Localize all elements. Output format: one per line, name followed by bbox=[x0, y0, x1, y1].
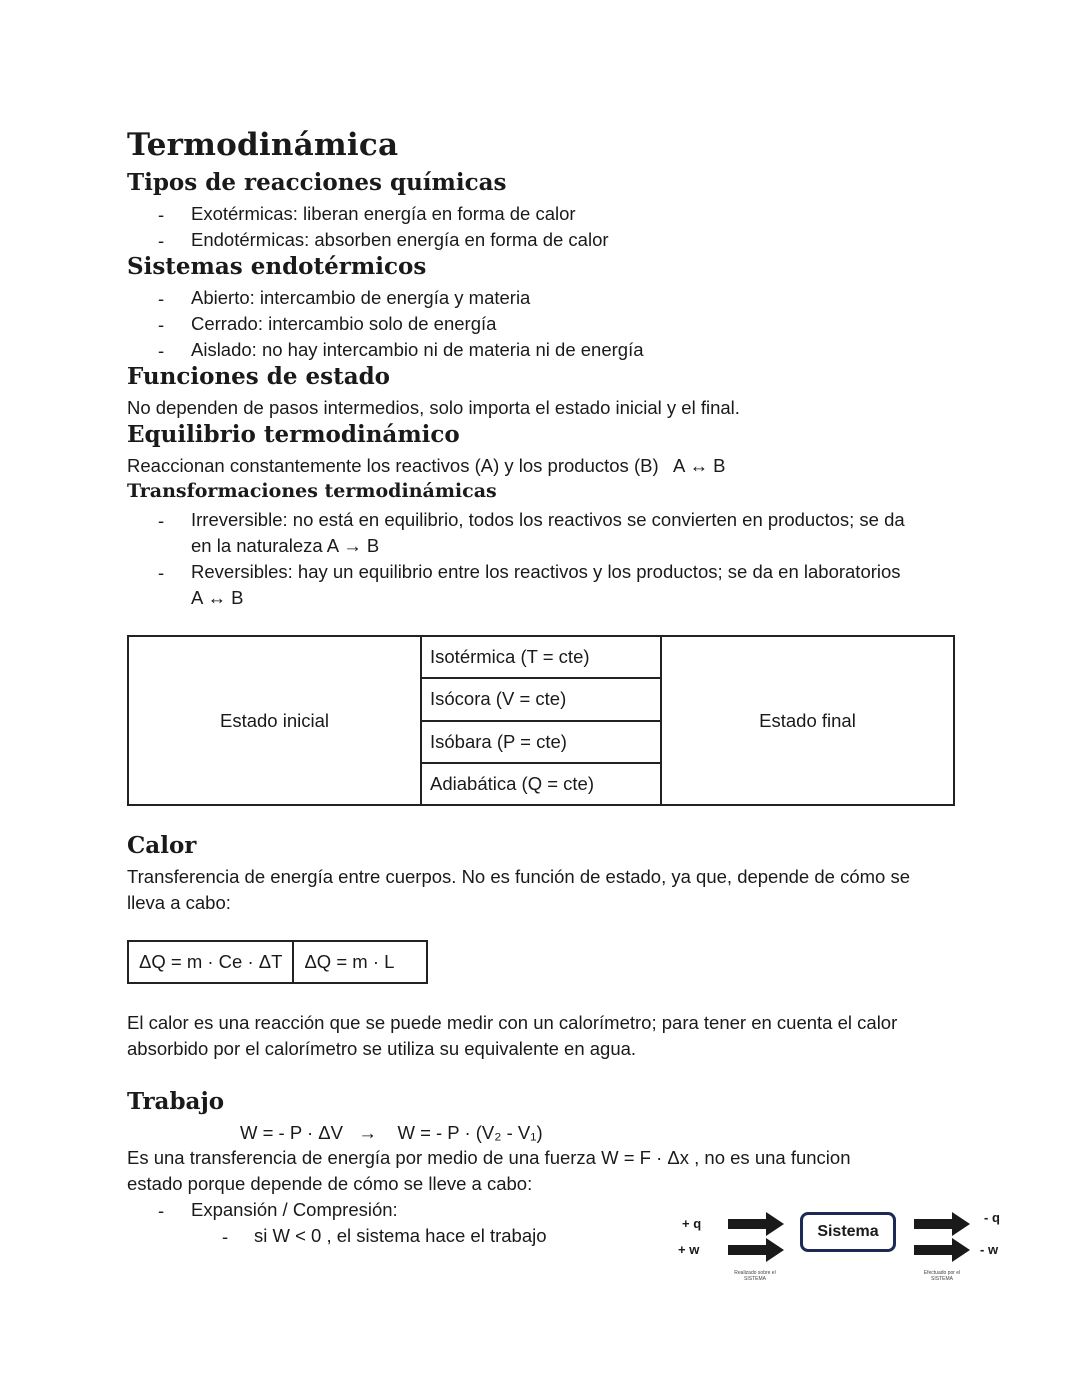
cell-isocora: Isócora (V = cte) bbox=[421, 678, 661, 720]
work-formula: W = - P · ΔV → W = - P · (V₂ - V₁) bbox=[240, 1122, 543, 1143]
list-item: Cerrado: intercambio solo de energía bbox=[191, 313, 497, 334]
paragraph: No dependen de pasos intermedios, solo importa el estado inicial y el final. bbox=[127, 397, 740, 418]
heading-calor: Calor bbox=[127, 832, 197, 859]
label-minus-q: - q bbox=[984, 1210, 1000, 1225]
caption-right-line1: Efectuado por el bbox=[923, 1270, 961, 1276]
heading-tipos: Tipos de reacciones químicas bbox=[127, 169, 507, 196]
list-item-continuation: en la naturaleza A → B bbox=[191, 535, 380, 556]
list-item: Reversibles: hay un equilibrio entre los reactivos y los productos; se da en laboratorios bbox=[191, 561, 901, 582]
paragraph: estado porque depende de cómo se lleve a cabo: bbox=[127, 1173, 533, 1194]
heading-equilibrio: Equilibrio termodinámico bbox=[127, 421, 460, 448]
heading-funciones: Funciones de estado bbox=[127, 363, 391, 390]
label-plus-w: + w bbox=[678, 1242, 700, 1257]
cell-estado-inicial: Estado inicial bbox=[128, 636, 421, 805]
heading-trabajo: Trabajo bbox=[127, 1088, 225, 1115]
bullet-dash: - bbox=[158, 314, 165, 335]
double-arrow-icon bbox=[914, 1212, 972, 1264]
bullet-dash: - bbox=[158, 340, 165, 361]
caption-right bbox=[912, 1270, 972, 1282]
cell-estado-final: Estado final bbox=[661, 636, 954, 805]
heading-sistemas: Sistemas endotérmicos bbox=[127, 253, 427, 280]
list-item: Exotérmicas: liberan energía en forma de calor bbox=[191, 203, 576, 224]
cell-adiabatica: Adiabática (Q = cte) bbox=[421, 763, 661, 805]
list-item: Endotérmicas: absorben energía en forma de calor bbox=[191, 229, 609, 250]
bullet-dash: - bbox=[222, 1226, 229, 1247]
double-arrow-icon bbox=[728, 1212, 786, 1264]
paragraph: El calor es una reacción que se puede medir con un calorímetro; para tener en cuenta el calor bbox=[127, 1012, 898, 1033]
list-item: Irreversible: no está en equilibrio, todos los reactivos se convierten en productos; se da bbox=[191, 509, 905, 530]
list-item: Expansión / Compresión: bbox=[191, 1199, 398, 1220]
paragraph: Transferencia de energía entre cuerpos. No es función de estado, ya que, depende de cómo se bbox=[127, 866, 910, 887]
bullet-dash: - bbox=[158, 204, 165, 225]
transformations-table bbox=[127, 635, 955, 806]
list-subitem: si W < 0 , el sistema hace el trabajo bbox=[254, 1225, 547, 1246]
heading-transformaciones: Transformaciones termodinámicas bbox=[127, 480, 497, 502]
page-title: Termodinámica bbox=[127, 127, 399, 163]
bullet-dash: - bbox=[158, 562, 165, 583]
formula-heat-specific: ΔQ = m · Ce · ΔT bbox=[128, 941, 293, 983]
paragraph: Es una transferencia de energía por medio de una fuerza W = F · Δx , no es una funcion bbox=[127, 1147, 851, 1168]
paragraph: lleva a cabo: bbox=[127, 892, 231, 913]
sistema-box: Sistema bbox=[800, 1212, 896, 1252]
caption-right-line2: SISTEMA bbox=[931, 1276, 953, 1282]
caption-left-line1: Realizado sobre el bbox=[734, 1270, 776, 1276]
caption-left bbox=[725, 1270, 785, 1282]
caption-left-line2: SISTEMA bbox=[744, 1276, 766, 1282]
bullet-dash: - bbox=[158, 230, 165, 251]
list-item-continuation: A ↔ B bbox=[191, 587, 244, 608]
label-plus-q: + q bbox=[682, 1216, 702, 1231]
bullet-dash: - bbox=[158, 1200, 165, 1221]
list-item: Aislado: no hay intercambio ni de materia ni de energía bbox=[191, 339, 644, 360]
paragraph: Reaccionan constantemente los reactivos (A) y los productos (B) A ↔ B bbox=[127, 455, 726, 476]
list-item: Abierto: intercambio de energía y materia bbox=[191, 287, 531, 308]
cell-isotermica: Isotérmica (T = cte) bbox=[421, 636, 661, 678]
label-minus-w: - w bbox=[980, 1242, 999, 1257]
bullet-dash: - bbox=[158, 288, 165, 309]
bullet-dash: - bbox=[158, 510, 165, 531]
cell-isobara: Isóbara (P = cte) bbox=[421, 721, 661, 763]
heat-formulas-table bbox=[127, 940, 428, 984]
formula-heat-latent: ΔQ = m · L bbox=[293, 941, 427, 983]
paragraph: absorbido por el calorímetro se utiliza su equivalente en agua. bbox=[127, 1038, 637, 1059]
